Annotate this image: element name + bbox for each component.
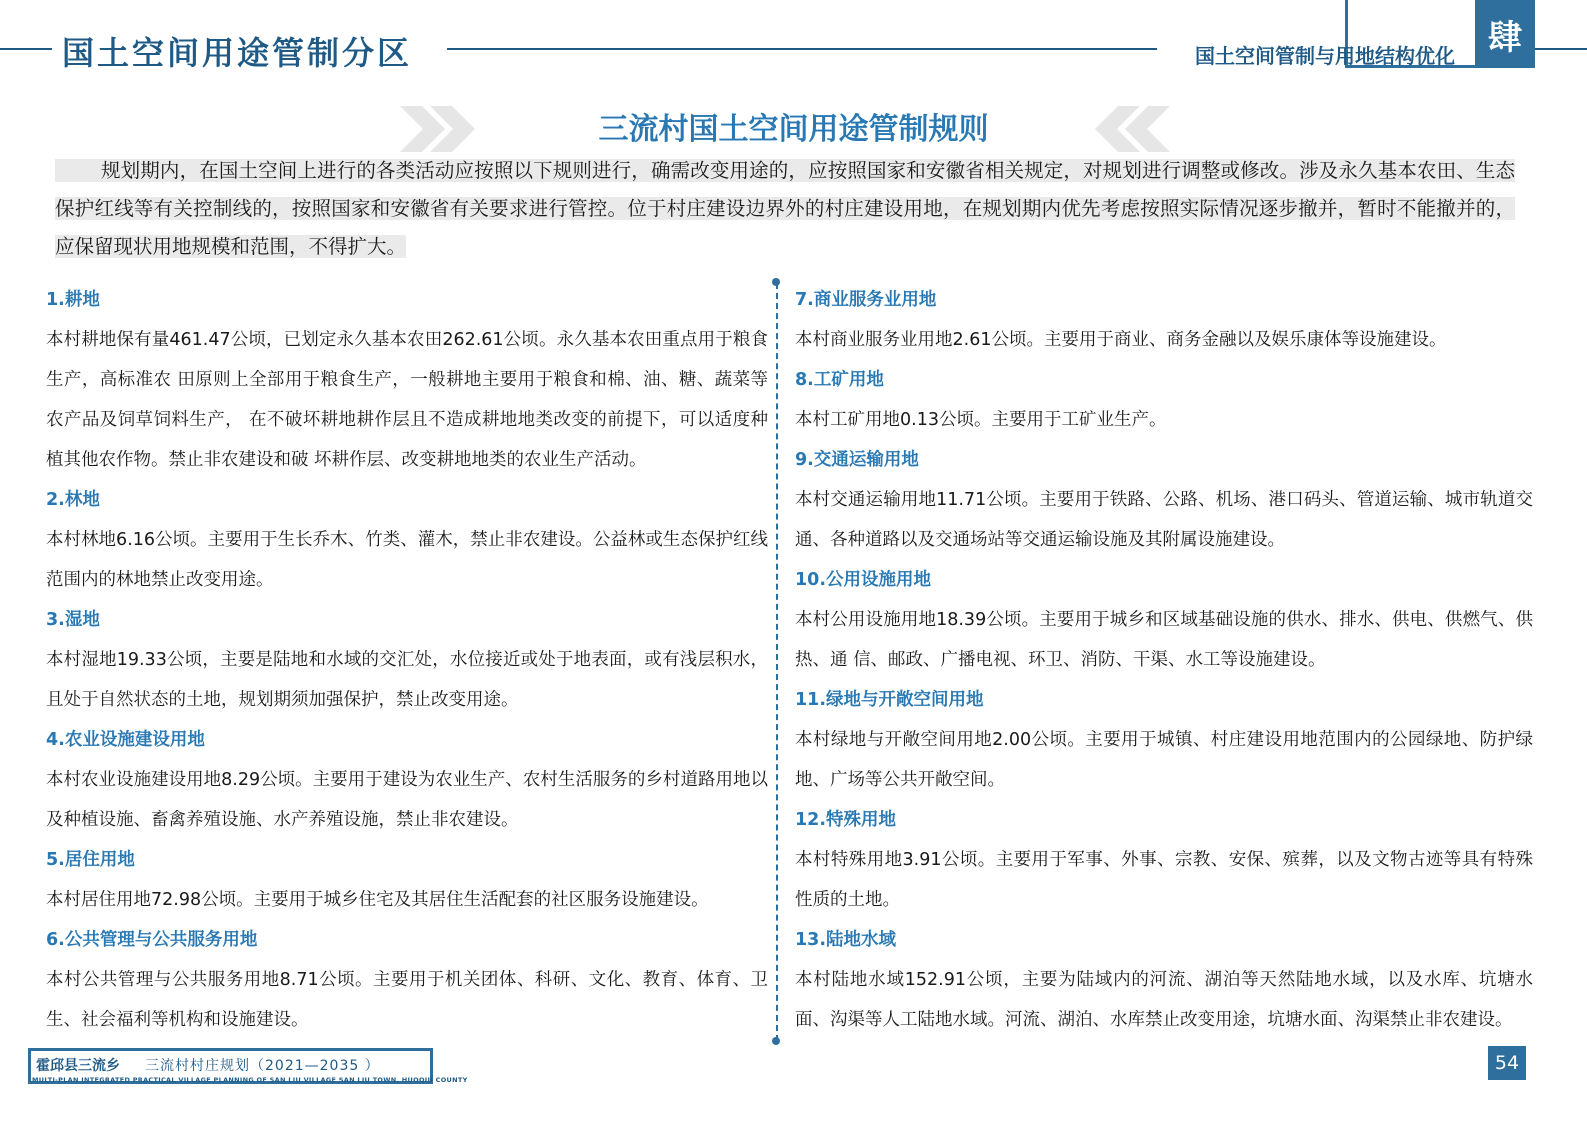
section-text: 本村农业设施建设用地8.29公顷。主要用于建设为农业生产、农村生活服务的乡村道路用地以及种植设施、畜禽养殖设施、水产养殖设施，禁止非农建设。 <box>46 770 768 830</box>
intro-paragraph <box>55 152 1515 266</box>
chapter-badge: 肆 <box>1475 0 1535 68</box>
section-wetland <box>46 600 768 720</box>
section-heading: 5.居住用地 <box>46 850 135 870</box>
intro-text: 规划期内，在国土空间上进行的各类活动应按照以下规则进行，确需改变用途的，应按照国家和安徽省相关规定，对规划进行调整或修改。涉及永久基本农田、生态保护红线等有关控制线的，按照国家和安徽省有关要求进行管控。位于村庄建设边界外的村庄建设用地，在规划期内优先考虑按照实际情况逐步撤并，暂时不能撤并的，应保留现状用地规模和范围，不得扩大。 <box>55 159 1515 258</box>
header-rule-right <box>1535 48 1587 50</box>
section-commercial-land <box>795 280 1533 360</box>
section-heading: 13.陆地水域 <box>795 930 897 950</box>
section-text: 本村商业服务业用地2.61公顷。主要用于商业、商务金融以及娱乐康体等设施建设。 <box>795 330 1447 350</box>
divider-bottom-dot <box>772 1037 780 1045</box>
section-utility-land <box>795 560 1533 680</box>
section-green-open-space-land <box>795 680 1533 800</box>
section-heading: 6.公共管理与公共服务用地 <box>46 930 258 950</box>
section-heading: 10.公用设施用地 <box>795 570 932 590</box>
section-cultivated-land <box>46 280 768 480</box>
section-text: 本村绿地与开敞空间用地2.00公顷。主要用于城镇、村庄建设用地范围内的公园绿地、防护绿地、广场等公共开敞空间。 <box>795 730 1533 790</box>
section-text: 本村林地6.16公顷。主要用于生长乔木、竹类、灌木，禁止非农建设。公益林或生态保护红线范围内的林地禁止改变用途。 <box>46 530 768 590</box>
right-column <box>795 280 1533 1040</box>
divider-top-dot <box>772 278 780 286</box>
section-heading: 9.交通运输用地 <box>795 450 919 470</box>
page-title: 三流村国土空间用途管制规则 <box>598 112 989 147</box>
section-agricultural-facility-land <box>46 720 768 840</box>
header-rule-left <box>0 48 52 50</box>
section-heading: 11.绿地与开敞空间用地 <box>795 690 984 710</box>
section-text: 本村居住用地72.98公顷。主要用于城乡住宅及其居住生活配套的社区服务设施建设。 <box>46 890 709 910</box>
footer-plan-title: 三流村村庄规划（2021—2035 ） <box>145 1058 380 1074</box>
section-heading: 12.特殊用地 <box>795 810 897 830</box>
column-divider <box>776 283 778 1041</box>
section-text: 本村湿地19.33公顷，主要是陆地和水域的交汇处，水位接近或处于地表面，或有浅层积水，且处于自然状态的土地，规划期须加强保护，禁止改变用途。 <box>46 650 768 710</box>
section-text: 本村工矿用地0.13公顷。主要用于工矿业生产。 <box>795 410 1167 430</box>
section-heading: 1.耕地 <box>46 290 100 310</box>
section-title: 国土空间用途管制分区 <box>62 34 413 72</box>
section-residential-land <box>46 840 768 920</box>
section-heading: 7.商业服务业用地 <box>795 290 937 310</box>
section-text: 本村公用设施用地18.39公顷。主要用于城乡和区域基础设施的供水、排水、供电、供燃气、供热、通 信、邮政、广播电视、环卫、消防、干渠、水工等设施建设。 <box>795 610 1533 670</box>
section-text: 本村陆地水域152.91公顷，主要为陆域内的河流、湖泊等天然陆地水域，以及水库、坑塘水面、沟渠等人工陆地水域。河流、湖泊、水库禁止改变用途，坑塘水面、沟渠禁止非农建设。 <box>795 970 1533 1030</box>
section-heading: 8.工矿用地 <box>795 370 884 390</box>
section-heading: 2.林地 <box>46 490 100 510</box>
footer-org: 霍邱县三流乡 <box>36 1058 120 1074</box>
section-text: 本村特殊用地3.91公顷。主要用于军事、外事、宗教、安保、殡葬，以及文物古迹等具有特殊性质的土地。 <box>795 850 1533 910</box>
left-column <box>46 280 768 1040</box>
page-number: 54 <box>1488 1046 1526 1080</box>
section-special-land <box>795 800 1533 920</box>
chevron-left-decoration-icon <box>1090 106 1170 152</box>
section-text: 本村耕地保有量461.47公顷，已划定永久基本农田262.61公顷。永久基本农田重点用于粮食生产，高标准农 田原则上全部用于粮食生产，一般耕地主要用于粮食和棉、油、糖、蔬菜等农产品及饲草饲料生产， 在不破坏耕地耕作层且不造成耕地地类改变的前提下，可以适度种植其他农作物。禁止非农建设和破 坏耕作层、改变耕地地类的农业生产活动。 <box>46 330 768 470</box>
section-heading: 4.农业设施建设用地 <box>46 730 205 750</box>
section-text: 本村交通运输用地11.71公顷。主要用于铁路、公路、机场、港口码头、管道运输、城市轨道交通、各种道路以及交通场站等交通运输设施及其附属设施建设。 <box>795 490 1533 550</box>
chapter-subtitle: 国土空间管制与用地结构优化 <box>1195 44 1455 68</box>
footer-english-title: MULTI-PLAN INTEGRATED PRACTICAL VILLAGE PLANNING OF SAN LIU VILLAGE SAN LIU TOWN, HUOQIU COUNTY <box>32 1076 468 1084</box>
section-forest-land <box>46 480 768 600</box>
section-public-service-land <box>46 920 768 1040</box>
section-transport-land <box>795 440 1533 560</box>
header-rule-middle <box>447 48 1157 50</box>
section-industrial-mining-land <box>795 360 1533 440</box>
section-text: 本村公共管理与公共服务用地8.71公顷。主要用于机关团体、科研、文化、教育、体育、卫生、社会福利等机构和设施建设。 <box>46 970 768 1030</box>
section-heading: 3.湿地 <box>46 610 100 630</box>
section-land-water-area <box>795 920 1533 1040</box>
